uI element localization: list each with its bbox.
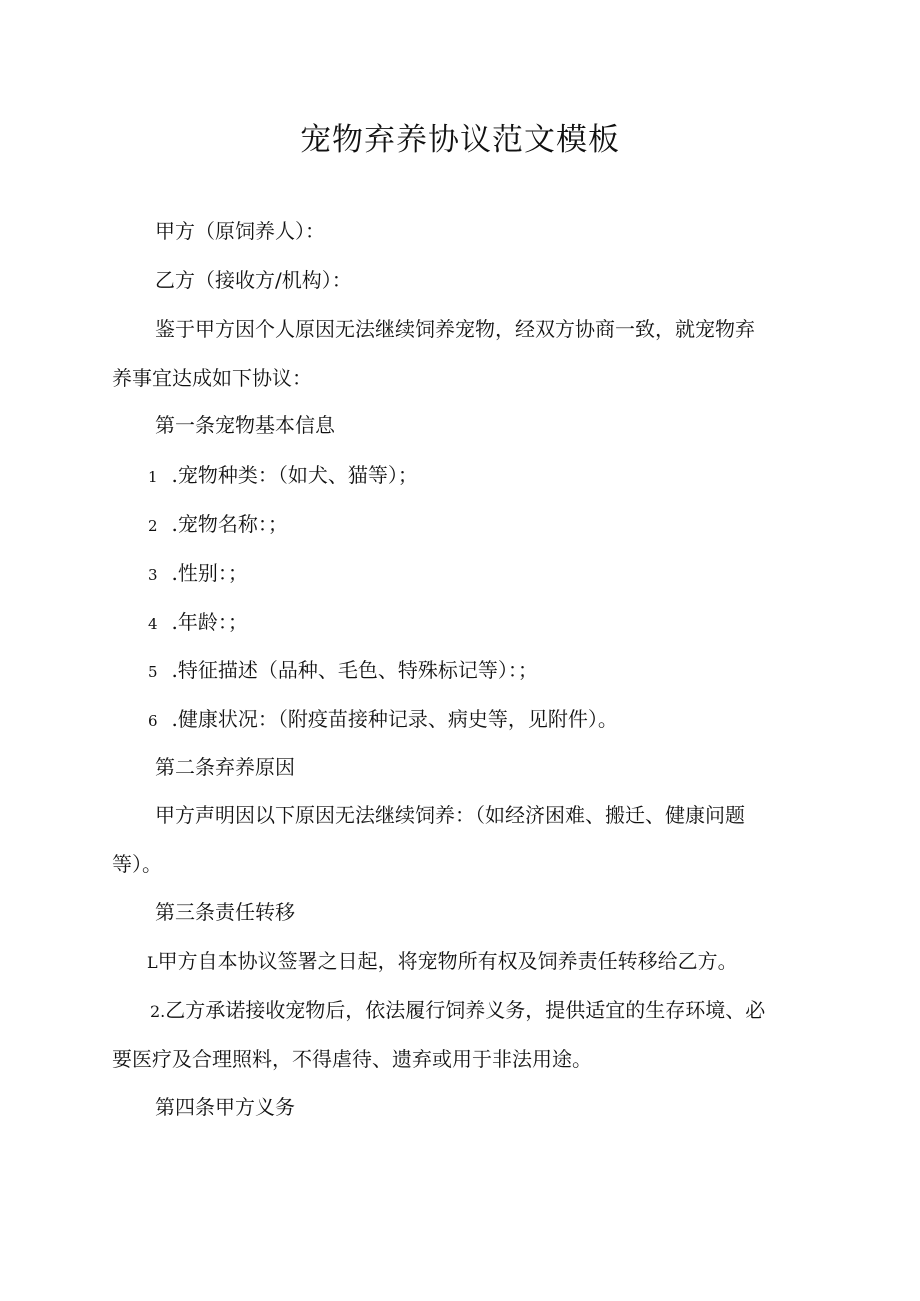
intro-line-1: 鉴于甲方因个人原因无法继续饲养宠物，经双方协商一致，就宠物弃 [155,317,755,341]
article-3-heading: 第三条责任转移 [155,900,295,924]
article-1-item-4 [148,607,248,639]
item-text: 甲方自本协议签署之日起，将宠物所有权及饲养责任转移给乙方。 [157,949,738,973]
article-1-item-5 [148,655,538,687]
item-number: 4 [148,615,158,633]
item-number: 6 [148,712,158,730]
article-3-item-2-line-2: 要医疗及合理照料，不得虐待、遗弃或用于非法用途。 [112,1047,592,1071]
item-text: .宠物名称：； [171,512,288,536]
item-text: .健康状况：（附疫苗接种记录、病史等，见附件）。 [171,707,618,731]
article-3-item-1 [147,946,738,978]
item-number: 5 [148,663,158,681]
intro-line-2: 养事宜达成如下协议： [112,366,312,390]
article-4-heading: 第四条甲方义务 [155,1095,295,1119]
item-number: 1 [148,468,158,486]
party-b-line: 乙方（接收方/机构）： [155,268,352,292]
item-text: .性别：； [171,561,248,585]
article-1-item-6 [148,704,618,736]
article-2-heading: 第二条弃养原因 [155,755,295,779]
article-1-item-2 [148,509,288,541]
item-text: .特征描述（品种、毛色、特殊标记等）：； [171,658,538,682]
document-title: 宠物弃养协议范文模板 [300,122,620,158]
article-2-line-1: 甲方声明因以下原因无法继续饲养：（如经济困难、搬迁、健康问题 [155,803,745,827]
item-text: .年龄：； [171,610,248,634]
item-number: 3 [148,566,158,584]
item-number: 2. [150,1002,166,1021]
article-1-item-3 [148,558,248,590]
article-3-item-2-line-1 [150,995,765,1027]
item-text: 乙方承诺接收宠物后，依法履行饲养义务，提供适宜的生存环境、必 [165,998,766,1022]
item-number: 2 [148,517,158,535]
party-a-line: 甲方（原饲养人）： [155,219,325,243]
item-text: .宠物种类：（如犬、猫等）； [171,463,418,487]
item-number: L [147,953,158,972]
article-2-line-2: 等）。 [112,852,162,876]
article-1-heading: 第一条宠物基本信息 [155,413,335,437]
article-1-item-1 [148,460,418,492]
